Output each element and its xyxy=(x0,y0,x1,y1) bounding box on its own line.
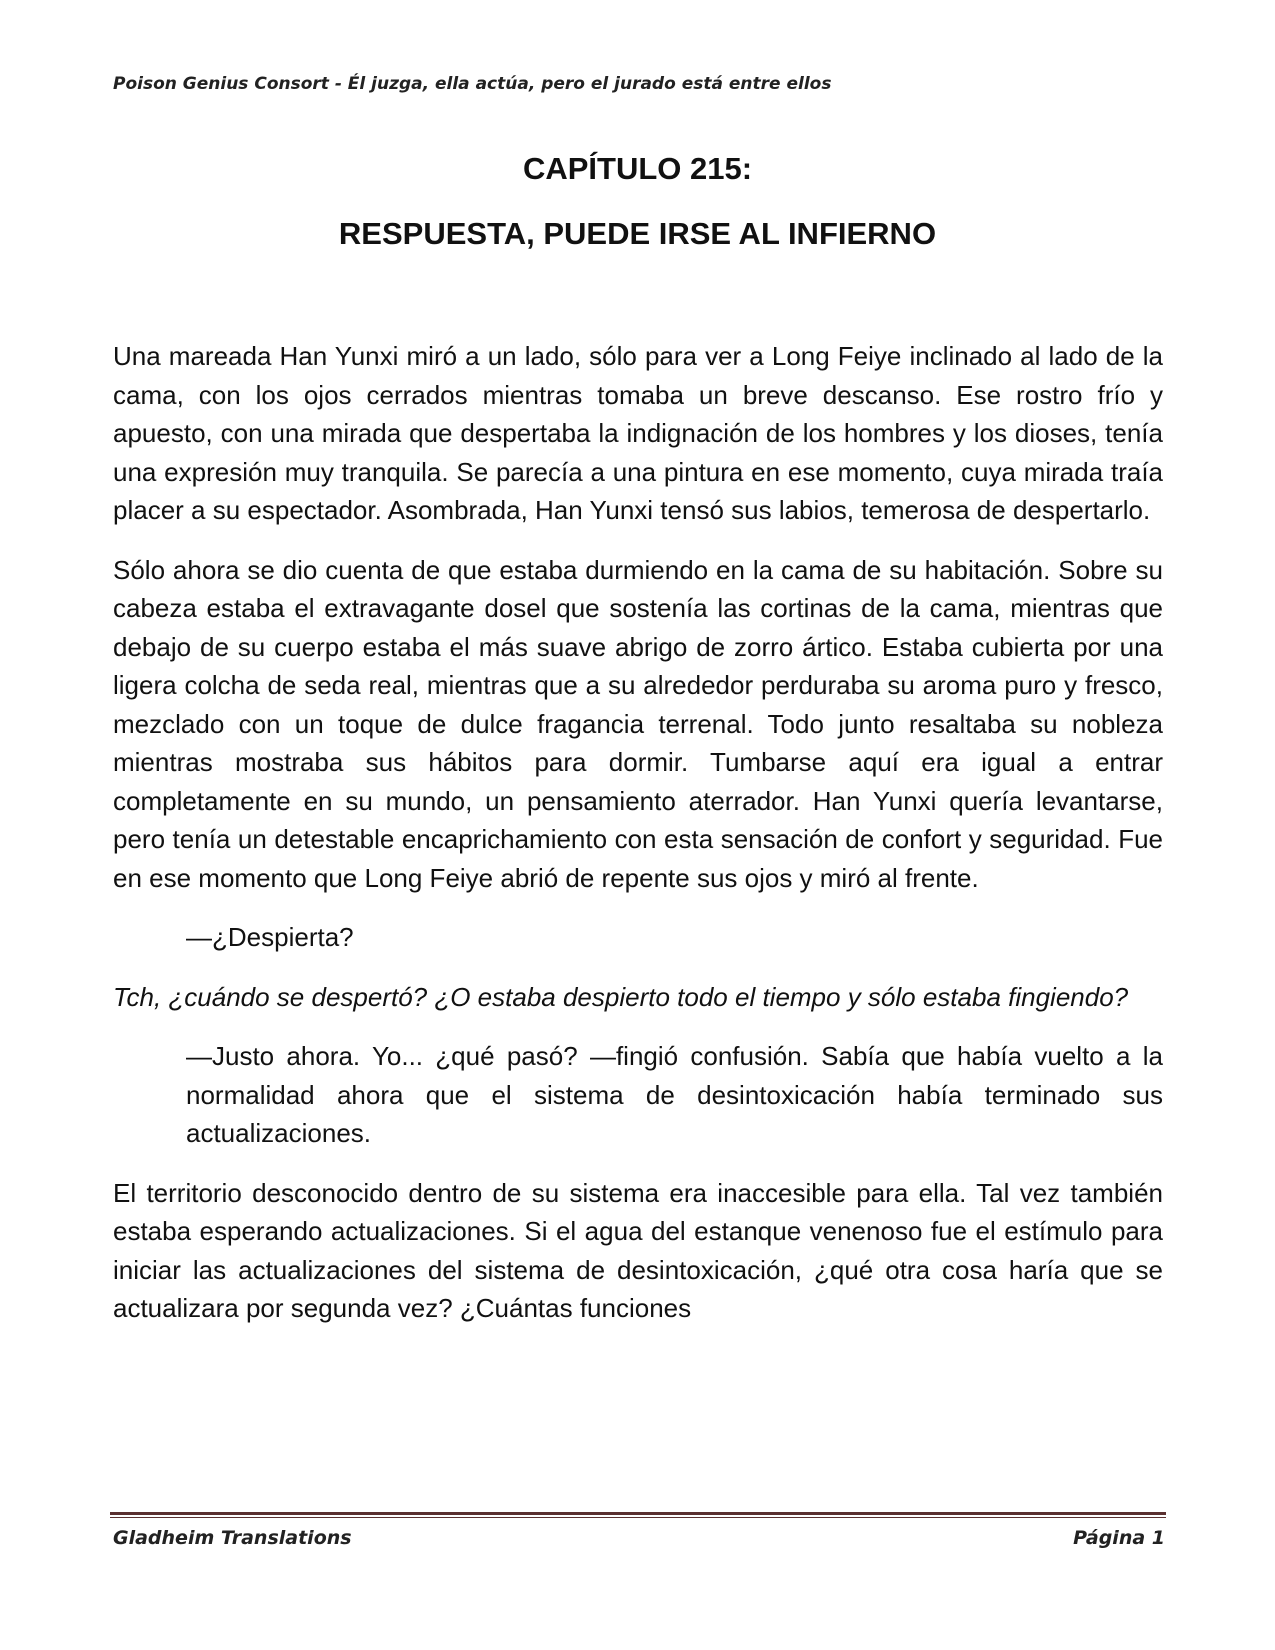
inner-thought: Tch, ¿cuándo se despertó? ¿O estaba despierto todo el tiempo y sólo estaba fingiendo? xyxy=(113,981,1129,1012)
paragraph: El territorio desconocido dentro de su sistema era inaccesible para ella. Tal vez también estaba esperando actualizaciones. Si el agua del estanque venenoso fue el estímulo para iniciar las actualizaciones del sistema de desintoxicación, ¿qué otra cosa haría que se actualizara por segunda vez? ¿Cuántas funciones xyxy=(113,1177,1163,1323)
chapter-title: RESPUESTA, PUEDE IRSE AL INFIERNO xyxy=(338,216,937,251)
chapter-number: CAPÍTULO 215: xyxy=(522,151,753,186)
footer-divider xyxy=(110,1512,1166,1518)
footer-publisher: Gladheim Translations xyxy=(113,1527,352,1549)
dialogue-line: —Justo ahora. Yo... ¿qué pasó? —fingió confusión. Sabía que había vuelto a la normalidad ahora que el sistema de desintoxicación había terminado sus actualizaciones. xyxy=(186,1041,1163,1148)
paragraph: Una mareada Han Yunxi miró a un lado, sólo para ver a Long Feiye inclinado al lado de la cama, con los ojos cerrados mientras tomaba un breve descanso. Ese rostro frío y apuesto, con una mirada que despertaba la indignación de los hombres y los dioses, tenía una expresión muy tranquila. Se parecía a una pintura en ese momento, cuya mirada traía placer a su espectador. Asombrada, Han Yunxi tensó sus labios, temerosa de despertarlo. xyxy=(113,341,1163,525)
paragraph: Sólo ahora se dio cuenta de que estaba durmiendo en la cama de su habitación. Sobre su cabeza estaba el extravagante dosel que sostenía las cortinas de la cama, mientras que debajo de su cuerpo estaba el más suave abrigo de zorro ártico. Estaba cubierta por una ligera colcha de seda real, mientras que a su alrededor perduraba su aroma puro y fresco, mezclado con un toque de dulce fragancia terrenal. Todo junto resaltaba su nobleza mientras mostraba sus hábitos para dormir. Tumbarse aquí era igual a entrar completamente en su mundo, un pensamiento aterrador. Han Yunxi quería levantarse, pero tenía un detestable encaprichamiento con esta sensación de confort y seguridad. Fue en ese momento que Long Feiye abrió de repente sus ojos y miró al frente. xyxy=(113,554,1163,893)
dialogue-line: —¿Despierta? xyxy=(186,922,354,952)
page-number: Página 1 xyxy=(1073,1527,1165,1549)
chapter-body xyxy=(113,337,1163,1349)
running-header: Poison Genius Consort - Él juzga, ella actúa, pero el jurado está entre ellos xyxy=(113,74,832,94)
